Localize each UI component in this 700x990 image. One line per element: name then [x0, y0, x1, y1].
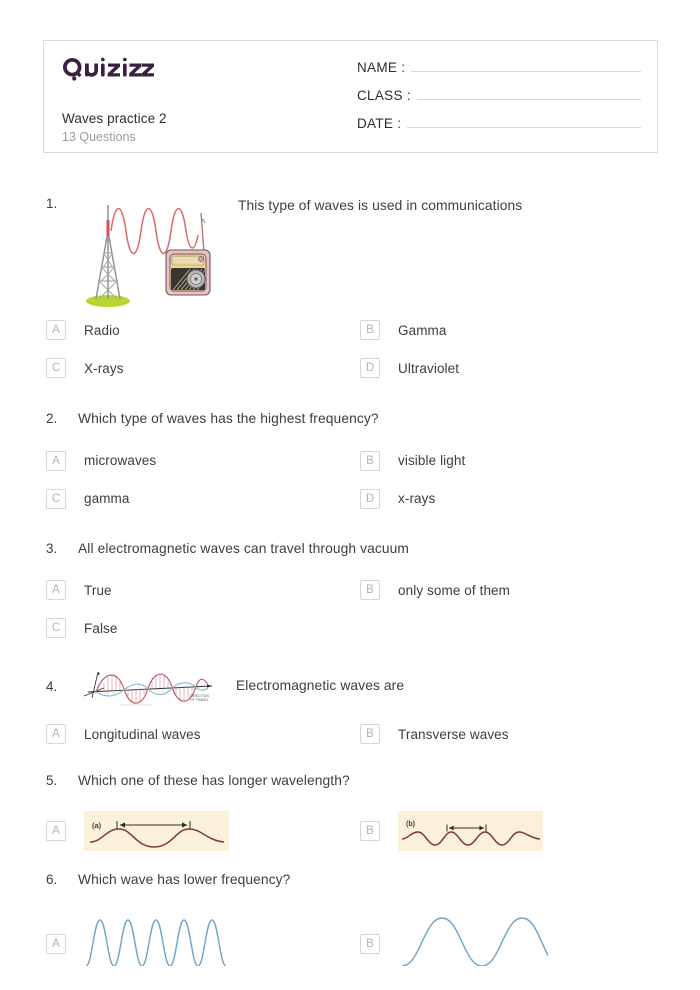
question-5-option-row-1 — [46, 811, 700, 861]
question-6 — [0, 871, 700, 976]
option-text: X-rays — [84, 360, 124, 376]
question-2-number: 2. — [46, 411, 58, 426]
question-2-option-c[interactable] — [46, 485, 360, 513]
question-4-option-b[interactable] — [360, 720, 674, 748]
question-2-option-row-2 — [46, 485, 700, 523]
option-letter: B — [360, 320, 380, 340]
option-letter: B — [360, 821, 380, 841]
question-2-text: Which type of waves has the highest frequency? — [78, 411, 379, 426]
question-6-options — [0, 908, 700, 976]
option-letter: C — [46, 358, 66, 378]
question-1-number: 1. — [46, 196, 58, 211]
option-letter: B — [360, 580, 380, 600]
question-5 — [0, 772, 700, 861]
question-2-option-row-1 — [46, 447, 700, 485]
question-6-option-a[interactable] — [46, 908, 360, 966]
name-field-label: NAME : — [357, 60, 406, 75]
option-text: gamma — [84, 491, 130, 507]
class-field-label: CLASS : — [357, 88, 411, 103]
question-5-number: 5. — [46, 773, 58, 789]
question-5-header — [0, 772, 700, 791]
quizizz-logo — [62, 55, 349, 81]
header-left-panel — [44, 41, 349, 152]
question-3-option-a[interactable] — [46, 576, 360, 604]
question-3-options — [0, 576, 700, 652]
option-text: only some of them — [398, 582, 511, 598]
name-field-row — [357, 57, 641, 75]
option-letter: A — [46, 320, 66, 340]
question-1-header — [0, 195, 700, 310]
question-1-option-row-2 — [46, 354, 700, 392]
question-4-number: 4. — [46, 679, 58, 695]
option-letter: D — [360, 358, 380, 378]
question-4-text: Electromagnetic waves are — [236, 677, 405, 693]
wave-label-a: (a) — [92, 820, 102, 830]
option-text: Gamma — [398, 322, 447, 338]
question-4-header — [0, 664, 700, 708]
svg-text:DIRECTION: DIRECTION — [190, 694, 209, 699]
class-field-input[interactable] — [417, 85, 641, 100]
option-text: x-rays — [398, 491, 436, 507]
question-3-text: All electromagnetic waves can travel through vacuum — [78, 540, 410, 556]
option-text: microwaves — [84, 453, 157, 469]
question-3-option-row-1 — [46, 576, 700, 614]
option-letter: B — [360, 724, 380, 744]
low-frequency-wave — [398, 908, 548, 966]
option-letter: A — [46, 934, 66, 954]
question-5-options — [0, 811, 700, 861]
question-6-header — [0, 871, 700, 890]
question-2 — [0, 410, 700, 523]
class-field-row — [357, 85, 641, 103]
question-5-option-a[interactable] — [46, 811, 360, 851]
question-3-option-c[interactable] — [46, 614, 360, 642]
high-frequency-wave — [84, 908, 234, 966]
date-field-row — [357, 113, 641, 131]
option-letter: D — [360, 489, 380, 509]
question-1-option-d[interactable] — [360, 354, 674, 382]
option-text: Longitudinal waves — [84, 726, 201, 742]
question-2-option-d[interactable] — [360, 485, 674, 513]
question-6-text: Which wave has lower frequency? — [78, 871, 291, 887]
option-letter: B — [360, 934, 380, 954]
quiz-question-count: 13 Questions — [62, 130, 136, 144]
option-letter: A — [46, 580, 66, 600]
quizizz-logo-icon — [62, 57, 154, 81]
option-text: False — [84, 620, 118, 636]
question-list — [0, 195, 700, 976]
question-3-number: 3. — [46, 540, 58, 556]
question-4-options — [0, 720, 700, 758]
option-letter: C — [46, 489, 66, 509]
question-6-number: 6. — [46, 871, 58, 887]
option-text: Ultraviolet — [398, 360, 460, 376]
question-1-option-b[interactable] — [360, 316, 674, 344]
question-4-option-row-1 — [46, 720, 700, 758]
option-text: Radio — [84, 322, 120, 338]
question-1 — [0, 195, 700, 392]
name-field-input[interactable] — [411, 57, 641, 72]
question-4 — [0, 664, 700, 758]
option-letter: A — [46, 724, 66, 744]
svg-text:OF TRAVEL: OF TRAVEL — [190, 698, 209, 703]
option-letter: C — [46, 618, 66, 638]
option-text: True — [84, 582, 112, 598]
question-1-option-row-1 — [46, 316, 700, 354]
question-3 — [0, 540, 700, 653]
question-5-text: Which one of these has longer wavelength? — [78, 773, 350, 789]
student-info-fields — [349, 41, 657, 152]
question-6-option-b[interactable] — [360, 908, 674, 966]
question-4-option-a[interactable] — [46, 720, 360, 748]
em-wave-diagram — [78, 664, 226, 708]
question-3-option-row-2 — [46, 614, 700, 652]
question-2-options — [0, 447, 700, 523]
option-letter: B — [360, 451, 380, 471]
question-3-option-b[interactable] — [360, 576, 674, 604]
date-field-label: DATE : — [357, 116, 402, 131]
question-1-option-c[interactable] — [46, 354, 360, 382]
question-1-option-a[interactable] — [46, 316, 360, 344]
radio-tower-image — [78, 195, 228, 310]
question-5-option-b[interactable] — [360, 811, 674, 851]
question-3-header — [0, 540, 700, 559]
short-wavelength-wave — [398, 811, 543, 851]
question-1-text: This type of waves is used in communications — [238, 198, 523, 213]
option-letter: A — [46, 821, 66, 841]
question-2-header — [0, 410, 700, 429]
option-letter: A — [46, 451, 66, 471]
question-2-option-a[interactable] — [46, 447, 360, 475]
option-text: visible light — [398, 453, 466, 469]
long-wavelength-wave — [84, 811, 229, 851]
date-field-input[interactable] — [407, 113, 641, 128]
question-1-options — [0, 316, 700, 392]
quiz-title: Waves practice 2 — [62, 111, 167, 126]
option-text: Transverse waves — [398, 726, 509, 742]
question-6-option-row-1 — [46, 908, 700, 976]
wave-label-b: (b) — [406, 820, 415, 828]
worksheet-header — [43, 40, 658, 153]
question-2-option-b[interactable] — [360, 447, 674, 475]
